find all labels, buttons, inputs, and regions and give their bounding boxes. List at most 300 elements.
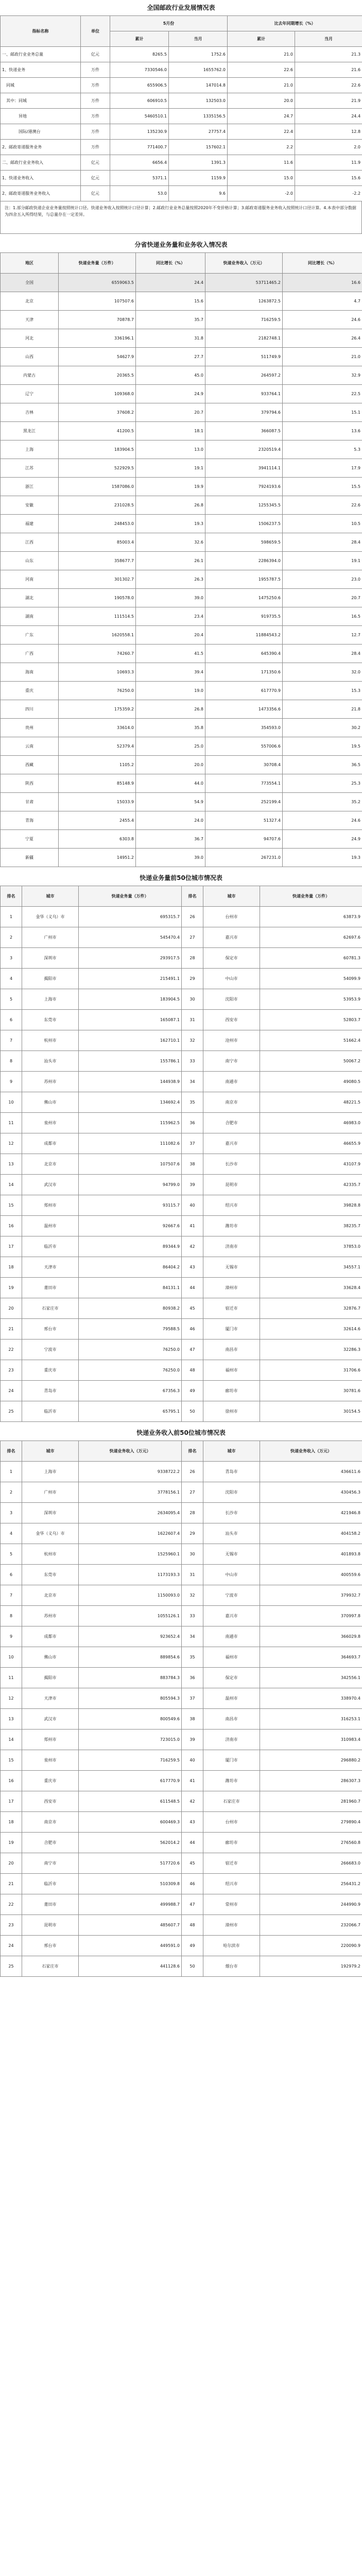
rank-cell: 20 <box>1 1853 22 1874</box>
revenue-growth-cell: 16.5 <box>283 607 362 626</box>
region-cell: 山西 <box>1 348 59 366</box>
revenue-cell: 800549.6 <box>79 1709 182 1730</box>
table-row <box>1 1381 362 1401</box>
city-cell: 哈尔滨市 <box>203 1936 260 1956</box>
city-cell: 无锡市 <box>203 1544 260 1565</box>
table-row <box>1 329 362 348</box>
city-cell: 无锡市 <box>203 1257 260 1278</box>
revenue-cell: 773554.1 <box>205 774 283 793</box>
revenue-growth-cell: 19.3 <box>283 849 362 867</box>
rank-cell: 9 <box>1 1072 22 1092</box>
city-cell: 厦门市 <box>203 1750 260 1771</box>
volume-cell: 37608.2 <box>59 403 136 422</box>
volume-cell: 165087.1 <box>79 1010 182 1030</box>
rank-cell: 10 <box>1 1092 22 1113</box>
region-cell: 北京 <box>1 292 59 311</box>
city-cell: 东莞市 <box>22 1010 79 1030</box>
city-cell: 徐州市 <box>203 1401 260 1422</box>
rank-cell: 30 <box>182 1544 203 1565</box>
revenue-cell: 401893.8 <box>260 1544 362 1565</box>
revenue-cell: 220090.9 <box>260 1936 362 1956</box>
volume-growth-cell: 41.5 <box>136 645 205 663</box>
cumulative-cell: 135230.9 <box>110 124 169 140</box>
rank-cell: 26 <box>182 907 203 927</box>
revenue-cell: 252199.4 <box>205 793 283 811</box>
region-cell: 云南 <box>1 737 59 756</box>
volume-growth-cell: 45.0 <box>136 366 205 385</box>
volume-cell: 54099.9 <box>260 969 362 989</box>
rank-cell: 9 <box>1 1626 22 1647</box>
table-row <box>1 1072 362 1092</box>
region-cell: 青海 <box>1 811 59 830</box>
volume-cell: 109368.0 <box>59 385 136 403</box>
table-row <box>1 1216 362 1236</box>
volume-cell: 301302.7 <box>59 570 136 589</box>
growth-cumulative-cell: 24.7 <box>228 109 295 124</box>
city-cell: 绍兴市 <box>203 1195 260 1216</box>
rank-cell: 39 <box>182 1175 203 1195</box>
cumulative-cell: 655906.5 <box>110 78 169 93</box>
rank-cell: 21 <box>1 1319 22 1340</box>
unit-cell: 亿元 <box>81 47 110 62</box>
top50-volume-table <box>0 886 362 1422</box>
table-row <box>1 155 362 171</box>
volume-cell: 76250.0 <box>59 682 136 700</box>
table-row <box>1 1523 362 1544</box>
table-row <box>1 422 362 440</box>
city-cell: 临沂市 <box>22 1236 79 1257</box>
table-row <box>1 403 362 422</box>
unit-cell: 万件 <box>81 124 110 140</box>
city-cell: 保定市 <box>203 1668 260 1688</box>
growth-cumulative-cell: 21.0 <box>228 78 295 93</box>
rank-cell: 13 <box>1 1154 22 1175</box>
city-cell: 保定市 <box>203 948 260 969</box>
revenue-growth-cell: 22.5 <box>283 385 362 403</box>
table-row <box>1 124 362 140</box>
rank-cell: 2 <box>1 1482 22 1503</box>
city-cell: 广州市 <box>22 1482 79 1503</box>
table-row <box>1 78 362 93</box>
table-row <box>1 459 362 478</box>
revenue-cell: 342556.1 <box>260 1668 362 1688</box>
cumulative-cell: 53.0 <box>110 186 169 201</box>
table-row <box>1 927 362 948</box>
rank-cell: 48 <box>182 1360 203 1381</box>
current-cell: 157602.1 <box>169 140 228 155</box>
volume-cell: 15033.9 <box>59 793 136 811</box>
volume-growth-cell: 26.8 <box>136 496 205 515</box>
col-revenue-growth: 同比增长（%） <box>283 253 362 274</box>
city-cell: 潍坊市 <box>203 1216 260 1236</box>
current-cell: 9.6 <box>169 186 228 201</box>
rank-cell: 16 <box>1 1771 22 1791</box>
revenue-cell: 499988.7 <box>79 1894 182 1915</box>
current-cell: 132503.0 <box>169 93 228 109</box>
revenue-growth-cell: 21.8 <box>283 700 362 719</box>
rank-cell: 5 <box>1 1544 22 1565</box>
revenue-cell: 379794.6 <box>205 403 283 422</box>
rank-cell: 45 <box>182 1853 203 1874</box>
col-growth: 比去年同期增长（%） <box>228 16 362 31</box>
table-row <box>1 1133 362 1154</box>
revenue-cell: 557006.6 <box>205 737 283 756</box>
city-cell: 漳州市 <box>203 1915 260 1936</box>
rank-cell: 5 <box>1 989 22 1010</box>
table-row <box>1 478 362 496</box>
rank-cell: 18 <box>1 1257 22 1278</box>
city-cell: 深圳市 <box>22 1503 79 1523</box>
volume-cell: 522929.5 <box>59 459 136 478</box>
table-row <box>1 1936 362 1956</box>
city-cell: 揭阳市 <box>22 969 79 989</box>
col-rank: 排名 <box>182 886 203 907</box>
rank-cell: 1 <box>1 907 22 927</box>
volume-cell: 92667.6 <box>79 1216 182 1236</box>
table-row <box>1 1626 362 1647</box>
rank-cell: 29 <box>182 969 203 989</box>
volume-cell: 2455.4 <box>59 811 136 830</box>
city-cell: 泉州市 <box>22 1113 79 1133</box>
col-revenue: 快递业务收入（万元） <box>205 253 283 274</box>
revenue-cell: 617770.9 <box>79 1771 182 1791</box>
growth-cumulative-cell: 20.0 <box>228 93 295 109</box>
revenue-growth-cell: 30.2 <box>283 719 362 737</box>
volume-cell: 46655.9 <box>260 1133 362 1154</box>
table-row <box>1 1833 362 1853</box>
rank-cell: 8 <box>1 1051 22 1072</box>
rank-cell: 30 <box>182 989 203 1010</box>
volume-cell: 134692.4 <box>79 1092 182 1113</box>
region-cell: 湖北 <box>1 589 59 607</box>
table-row <box>1 171 362 186</box>
unit-cell: 亿元 <box>81 186 110 201</box>
top50-revenue-title: 快递业务收入前50位城市情况表 <box>136 1429 226 1436</box>
city-cell: 北京市 <box>22 1154 79 1175</box>
volume-growth-cell: 31.8 <box>136 329 205 348</box>
volume-cell: 38235.7 <box>260 1216 362 1236</box>
table-row <box>1 1278 362 1298</box>
region-cell: 湖南 <box>1 607 59 626</box>
table-row <box>1 1175 362 1195</box>
rank-cell: 28 <box>182 1503 203 1523</box>
revenue-cell: 276560.8 <box>260 1833 362 1853</box>
table-row <box>1 311 362 329</box>
rank-cell: 49 <box>182 1381 203 1401</box>
revenue-cell: 716259.5 <box>205 311 283 329</box>
revenue-cell: 485607.7 <box>79 1915 182 1936</box>
rank-cell: 18 <box>1 1812 22 1833</box>
volume-cell: 34557.1 <box>260 1257 362 1278</box>
rank-cell: 46 <box>182 1319 203 1340</box>
volume-cell: 53953.9 <box>260 989 362 1010</box>
revenue-cell: 441128.6 <box>79 1956 182 1977</box>
revenue-cell: 1263872.5 <box>205 292 283 311</box>
revenue-growth-cell: 4.7 <box>283 292 362 311</box>
volume-cell: 190578.0 <box>59 589 136 607</box>
revenue-growth-cell: 28.4 <box>283 533 362 552</box>
region-cell: 新疆 <box>1 849 59 867</box>
growth-cumulative-cell: 11.6 <box>228 155 295 171</box>
table-row <box>1 109 362 124</box>
city-cell: 长沙市 <box>203 1154 260 1175</box>
indicator-cell: 1、快递业务 <box>1 62 81 78</box>
revenue-cell: 244990.9 <box>260 1894 362 1915</box>
volume-cell: 54627.9 <box>59 348 136 366</box>
volume-growth-cell: 25.0 <box>136 737 205 756</box>
unit-cell: 万件 <box>81 140 110 155</box>
table-row <box>1 626 362 645</box>
rank-cell: 14 <box>1 1730 22 1750</box>
rank-cell: 14 <box>1 1175 22 1195</box>
volume-cell: 70878.7 <box>59 311 136 329</box>
table-row <box>1 645 362 663</box>
volume-cell: 37853.0 <box>260 1236 362 1257</box>
city-cell: 上海市 <box>22 989 79 1010</box>
col-month: 5月份 <box>110 16 228 31</box>
table-row <box>1 1894 362 1915</box>
region-cell: 重庆 <box>1 682 59 700</box>
revenue-cell: 1150093.0 <box>79 1585 182 1606</box>
revenue-cell: 400559.6 <box>260 1565 362 1585</box>
city-cell: 泉州市 <box>22 1750 79 1771</box>
volume-cell: 215491.1 <box>79 969 182 989</box>
city-cell: 青岛市 <box>22 1381 79 1401</box>
volume-cell: 144938.9 <box>79 1072 182 1092</box>
growth-current-cell: 22.6 <box>295 78 362 93</box>
table-row <box>1 1709 362 1730</box>
revenue-cell: 404158.2 <box>260 1523 362 1544</box>
city-cell: 武汉市 <box>22 1709 79 1730</box>
col-volume-growth: 同比增长（%） <box>136 253 205 274</box>
col-city: 城市 <box>203 1441 260 1462</box>
city-cell: 台州市 <box>203 1812 260 1833</box>
table-row <box>1 663 362 682</box>
city-cell: 临沂市 <box>22 1874 79 1894</box>
table-row <box>1 1750 362 1771</box>
volume-cell: 52379.4 <box>59 737 136 756</box>
volume-growth-cell: 39.0 <box>136 849 205 867</box>
revenue-cell: 51327.4 <box>205 811 283 830</box>
volume-cell: 155786.1 <box>79 1051 182 1072</box>
city-cell: 南宁市 <box>22 1853 79 1874</box>
rank-cell: 11 <box>1 1668 22 1688</box>
table-row <box>1 793 362 811</box>
city-cell: 合肥市 <box>203 1113 260 1133</box>
top50-volume-title: 快递业务量前50位城市情况表 <box>140 874 222 882</box>
table-row <box>1 1092 362 1113</box>
revenue-cell: 933764.1 <box>205 385 283 403</box>
volume-cell: 39828.8 <box>260 1195 362 1216</box>
table-row <box>1 756 362 774</box>
table-row <box>1 1195 362 1216</box>
indicator-cell: 二、邮政行业业务收入 <box>1 155 81 171</box>
col-revenue: 快递业务收入（万元） <box>260 1441 362 1462</box>
table-row <box>1 1010 362 1030</box>
indicator-cell: 2、邮政寄递服务业务 <box>1 140 81 155</box>
table-row <box>1 1585 362 1606</box>
revenue-cell: 1173193.3 <box>79 1565 182 1585</box>
city-cell: 东莞市 <box>22 1565 79 1585</box>
revenue-cell: 1955787.5 <box>205 570 283 589</box>
table-row <box>1 274 362 292</box>
rank-cell: 25 <box>1 1401 22 1422</box>
revenue-cell: 286307.3 <box>260 1771 362 1791</box>
col-growth-cumulative: 累计 <box>228 31 295 47</box>
city-cell: 厦门市 <box>203 1319 260 1340</box>
volume-growth-cell: 24.4 <box>136 274 205 292</box>
city-cell: 嘉兴市 <box>203 1133 260 1154</box>
city-cell: 重庆市 <box>22 1360 79 1381</box>
revenue-growth-cell: 15.3 <box>283 682 362 700</box>
growth-current-cell: 24.4 <box>295 109 362 124</box>
volume-growth-cell: 19.0 <box>136 682 205 700</box>
volume-growth-cell: 19.3 <box>136 515 205 533</box>
revenue-growth-cell: 24.6 <box>283 811 362 830</box>
volume-cell: 183904.5 <box>79 989 182 1010</box>
col-volume: 快递业务量（万件） <box>59 253 136 274</box>
table-row <box>1 348 362 366</box>
revenue-cell: 30708.4 <box>205 756 283 774</box>
volume-cell: 86404.2 <box>79 1257 182 1278</box>
revenue-growth-cell: 19.1 <box>283 552 362 570</box>
revenue-cell: 611548.5 <box>79 1791 182 1812</box>
volume-cell: 49080.5 <box>260 1072 362 1092</box>
rank-cell: 21 <box>1 1874 22 1894</box>
revenue-cell: 366029.8 <box>260 1626 362 1647</box>
rank-cell: 26 <box>182 1462 203 1482</box>
revenue-growth-cell: 21.0 <box>283 348 362 366</box>
volume-cell: 32286.3 <box>260 1340 362 1360</box>
revenue-cell: 316253.1 <box>260 1709 362 1730</box>
volume-cell: 1105.2 <box>59 756 136 774</box>
revenue-growth-cell: 12.7 <box>283 626 362 645</box>
current-cell: 1752.6 <box>169 47 228 62</box>
city-cell: 广州市 <box>22 927 79 948</box>
rank-cell: 3 <box>1 1503 22 1523</box>
city-cell: 南昌市 <box>203 1340 260 1360</box>
rank-cell: 23 <box>1 1360 22 1381</box>
volume-growth-cell: 24.0 <box>136 811 205 830</box>
revenue-cell: 436611.6 <box>260 1462 362 1482</box>
revenue-cell: 3941114.1 <box>205 459 283 478</box>
table-row <box>1 496 362 515</box>
volume-cell: 94799.0 <box>79 1175 182 1195</box>
table-row <box>1 1730 362 1750</box>
table-row <box>1 1606 362 1626</box>
volume-cell: 31706.6 <box>260 1360 362 1381</box>
region-cell: 山东 <box>1 552 59 570</box>
city-cell: 上海市 <box>22 1462 79 1482</box>
table-row <box>1 570 362 589</box>
col-city: 城市 <box>22 1441 79 1462</box>
region-cell: 陕西 <box>1 774 59 793</box>
rank-cell: 1 <box>1 1462 22 1482</box>
volume-cell: 63873.9 <box>260 907 362 927</box>
volume-cell: 51662.4 <box>260 1030 362 1051</box>
volume-growth-cell: 19.9 <box>136 478 205 496</box>
region-cell: 河南 <box>1 570 59 589</box>
current-cell: 1655762.0 <box>169 62 228 78</box>
volume-cell: 93115.7 <box>79 1195 182 1216</box>
city-cell: 苏州市 <box>22 1072 79 1092</box>
city-cell: 汕头市 <box>203 1523 260 1544</box>
rank-cell: 44 <box>182 1833 203 1853</box>
city-cell: 合肥市 <box>22 1833 79 1853</box>
volume-cell: 293917.5 <box>79 948 182 969</box>
city-cell: 郑州市 <box>22 1730 79 1750</box>
table-row <box>1 811 362 830</box>
city-cell: 临沂市 <box>22 1401 79 1422</box>
rank-cell: 24 <box>1 1381 22 1401</box>
city-cell: 宁波市 <box>203 1585 260 1606</box>
region-cell: 福建 <box>1 515 59 533</box>
volume-cell: 111514.5 <box>59 607 136 626</box>
rank-cell: 46 <box>182 1874 203 1894</box>
rank-cell: 16 <box>1 1216 22 1236</box>
volume-cell: 1620558.1 <box>59 626 136 645</box>
unit-cell: 亿元 <box>81 171 110 186</box>
revenue-cell: 364693.7 <box>260 1647 362 1668</box>
revenue-growth-cell: 25.3 <box>283 774 362 793</box>
city-cell: 苏州市 <box>22 1606 79 1626</box>
region-cell: 四川 <box>1 700 59 719</box>
table-row <box>1 1503 362 1523</box>
volume-cell: 41200.5 <box>59 422 136 440</box>
rank-cell: 15 <box>1 1750 22 1771</box>
city-cell: 揭阳市 <box>22 1668 79 1688</box>
table-row <box>1 719 362 737</box>
rank-cell: 49 <box>182 1936 203 1956</box>
city-cell: 嘉兴市 <box>203 927 260 948</box>
volume-cell: 62697.6 <box>260 927 362 948</box>
col-rank: 排名 <box>182 1441 203 1462</box>
revenue-cell: 281960.7 <box>260 1791 362 1812</box>
region-cell: 江西 <box>1 533 59 552</box>
region-cell: 天津 <box>1 311 59 329</box>
volume-cell: 10693.3 <box>59 663 136 682</box>
col-rank: 排名 <box>1 886 22 907</box>
volume-cell: 85148.9 <box>59 774 136 793</box>
revenue-cell: 598659.5 <box>205 533 283 552</box>
revenue-cell: 2634095.4 <box>79 1503 182 1523</box>
rank-cell: 38 <box>182 1709 203 1730</box>
cumulative-cell: 771400.7 <box>110 140 169 155</box>
city-cell: 沈阳市 <box>203 1482 260 1503</box>
revenue-cell: 1475250.6 <box>205 589 283 607</box>
city-cell: 成都市 <box>22 1626 79 1647</box>
volume-growth-cell: 39.4 <box>136 663 205 682</box>
volume-growth-cell: 13.0 <box>136 440 205 459</box>
rank-cell: 42 <box>182 1791 203 1812</box>
volume-growth-cell: 26.8 <box>136 700 205 719</box>
city-cell: 天津市 <box>22 1257 79 1278</box>
rank-cell: 34 <box>182 1072 203 1092</box>
volume-cell: 67356.3 <box>79 1381 182 1401</box>
city-cell: 南京市 <box>203 1092 260 1113</box>
table-row <box>1 1565 362 1585</box>
rank-cell: 6 <box>1 1010 22 1030</box>
table-row <box>1 589 362 607</box>
revenue-cell: 53711465.2 <box>205 274 283 292</box>
col-growth-current: 当月 <box>295 31 362 47</box>
rank-cell: 29 <box>182 1523 203 1544</box>
rank-cell: 50 <box>182 1956 203 1977</box>
table-row <box>1 989 362 1010</box>
table-row <box>1 47 362 62</box>
city-cell: 福州市 <box>203 1360 260 1381</box>
table-row <box>1 1791 362 1812</box>
